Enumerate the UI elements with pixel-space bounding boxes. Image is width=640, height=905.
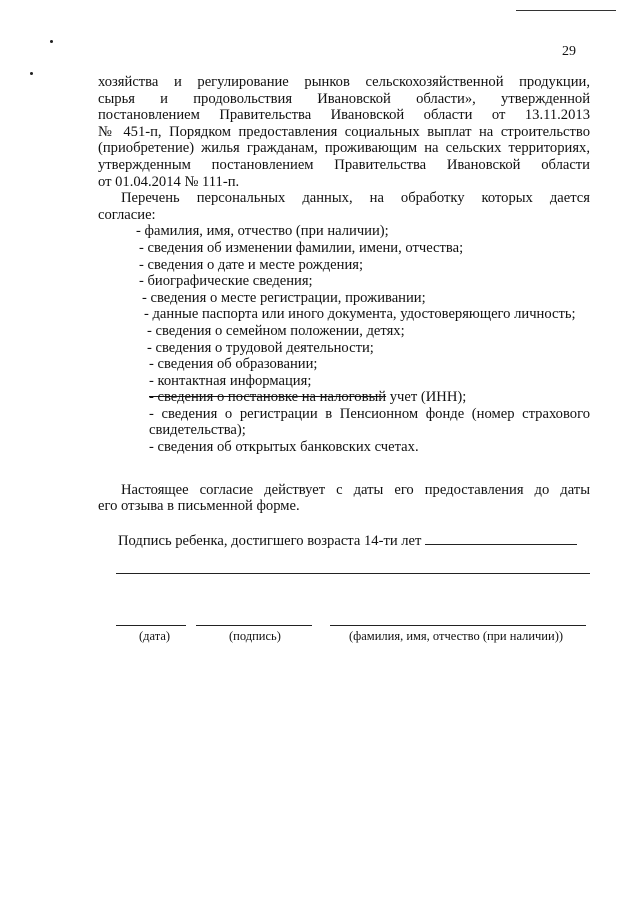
validity-text-end: его отзыва в письменной форме. [98,498,300,515]
child-signature-label: Подпись ребенка, достигшего возраста 14-ти лет [118,533,422,549]
list-item: - контактная информация; [149,372,312,389]
child-signature-field[interactable] [425,531,577,545]
blank-line[interactable] [116,573,590,574]
signature-caption: (подпись) [229,629,281,643]
list-item-tax [98,389,590,406]
list-item: - сведения о семейном положении, детях; [147,322,405,339]
page-number: 29 [562,44,576,59]
intro-line: утвержденным постановлением Правительства Ивановской области [98,156,590,173]
list-item: - сведения об изменении фамилии, имени, отчества; [139,239,464,256]
list-item: - сведения о дате и месте рождения; [139,256,364,273]
full-name-caption: (фамилия, имя, отчество (при наличии)) [349,629,564,643]
consent-body [98,74,590,515]
list-item: - сведения об открытых банковских счетах. [149,439,419,456]
list-item: - фамилия, имя, отчество (при наличии); [136,223,389,240]
child-signature-row [118,531,577,550]
list-item-continued: свидетельства); [149,422,246,439]
list-item: - сведения о трудовой деятельности; [147,339,374,356]
perechen-heading-end: согласие: [98,206,156,223]
scan-speck [50,40,53,43]
intro-line: хозяйства и регулирование рынков сельскохозяйственной продукции, [98,74,590,90]
perechen-heading: Перечень персональных данных, на обработку которых дается [121,190,590,207]
validity-text: Настоящее согласие действует с даты его предоставления до даты [121,481,590,498]
list-item: - биографические сведения; [139,273,313,290]
list-item: - сведения об образовании; [149,356,318,373]
intro-line: от 01.04.2014 № 111-п. [98,173,240,190]
struck-text: - сведения о постановке на налоговый [149,389,387,406]
tax-tail: учет (ИНН); [386,389,467,406]
list-item: - сведения о месте регистрации, проживании; [142,289,426,306]
intro-line: постановлением Правительства Ивановской области от 13.11.2013 [98,107,590,124]
list-item: - сведения о регистрации в Пенсионном фонде (номер страхового [149,405,590,422]
intro-line: № 451-п, Порядком предоставления социальных выплат на строительство [98,123,590,140]
intro-line: сырья и продовольствия Ивановской области», утвержденной [98,90,590,107]
date-caption: (дата) [139,629,171,643]
top-rule [516,10,616,11]
full-name-field[interactable] [330,625,586,626]
date-field[interactable] [116,625,186,626]
scan-speck [30,72,33,75]
signature-field[interactable] [196,625,312,626]
list-item: - данные паспорта или иного документа, удостоверяющего личность; [144,306,576,323]
intro-line: (приобретение) жилья гражданам, проживающим на сельских территориях, [98,140,590,157]
